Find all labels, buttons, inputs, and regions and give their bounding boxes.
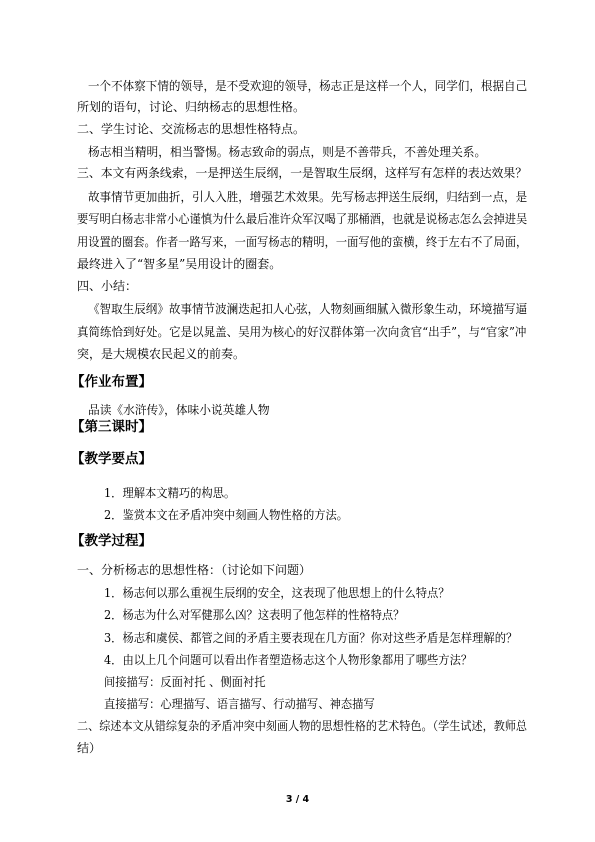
key-point-item: 2．鉴赏本文在矛盾冲突中刻画人物性格的方法。 xyxy=(104,508,349,522)
paragraph-line: 突，是大规模农民起义的前奏。 xyxy=(77,347,246,361)
question-item: 3．杨志和虞侯、都管之间的矛盾主要表现在几方面？你对这些矛盾是怎样理解的？ xyxy=(104,631,518,645)
paragraph-line: 最终进入了“智多星”吴用设计的圈套。 xyxy=(77,257,282,271)
third-lesson-heading: 【第三课时】 xyxy=(71,419,152,435)
question-item: 1．杨志何以那么重视生辰纲的安全，这表现了他思想上的什么特点？ xyxy=(104,586,450,600)
question-item: 4．由以上几个问题可以看出作者塑造杨志这个人物形象都用了哪些方法？ xyxy=(104,653,473,667)
section-heading-2: 二、学生讨论、交流杨志的思想性格特点。 xyxy=(77,122,306,136)
process-section-2: 二、综述本文从错综复杂的矛盾冲突中刻画人物的思想性格的艺术特色。（学生试述，教师总 xyxy=(77,719,528,733)
paragraph-line: 所划的语句，讨论、归纳杨志的思想性格。 xyxy=(77,100,306,114)
paragraph-line: 杨志相当精明，相当警惕。杨志致命的弱点，则是不善带兵，不善处理关系。 xyxy=(88,145,487,159)
page-number: 3 / 4 xyxy=(285,794,310,805)
process-section-1: 一、分析杨志的思想性格：（讨论如下问题） xyxy=(77,563,312,577)
key-points-heading: 【教学要点】 xyxy=(71,451,152,467)
paragraph-line: 故事情节更加曲折，引人入胜，增强艺术效果。先写杨志押送生辰纲，归结到一点，是 xyxy=(88,190,528,204)
section-heading-4: 四、小结： xyxy=(77,279,138,293)
paragraph-line: 《智取生辰纲》故事情节波澜迭起扣人心弦，人物刻画细腻入微形象生动，环境描写逼 xyxy=(88,302,528,316)
homework-text: 品读《水浒传》，体味小说英雄人物 xyxy=(88,403,270,417)
paragraph-line: 结） xyxy=(77,741,102,755)
direct-description: 直接描写：心理描写、语言描写、行动描写、神态描写 xyxy=(104,697,375,711)
section-heading-3: 三、本文有两条线索，一是押送生辰纲，一是智取生辰纲，这样写有怎样的表达效果？ xyxy=(77,166,528,180)
paragraph-line: 真简练恰到好处。它是以晁盖、吴用为核心的好汉群体第一次向贪官“出手”，与“官家”冲 xyxy=(77,325,527,339)
paragraph-line: 要写明白杨志非常小心谨慎为什么最后准许众军汉喝了那桶酒，也就是说杨志怎么会掉进吴 xyxy=(77,212,528,226)
key-point-item: 1．理解本文精巧的构思。 xyxy=(104,486,236,500)
paragraph-line: 一个不体察下情的领导，是不受欢迎的领导，杨志正是这样一个人，同学们，根据自己 xyxy=(88,79,528,93)
indirect-description: 间接描写：反面衬托 、侧面衬托 xyxy=(104,675,266,689)
homework-heading: 【作业布置】 xyxy=(71,374,152,390)
question-item: 2．杨志为什么对军健那么凶？这表明了他怎样的性格特点？ xyxy=(104,608,405,622)
paragraph-line: 用设置的圈套。作者一路写来，一面写杨志的精明，一面写他的蛮横，终于左右不了局面， xyxy=(77,235,528,249)
process-heading: 【教学过程】 xyxy=(71,533,152,549)
